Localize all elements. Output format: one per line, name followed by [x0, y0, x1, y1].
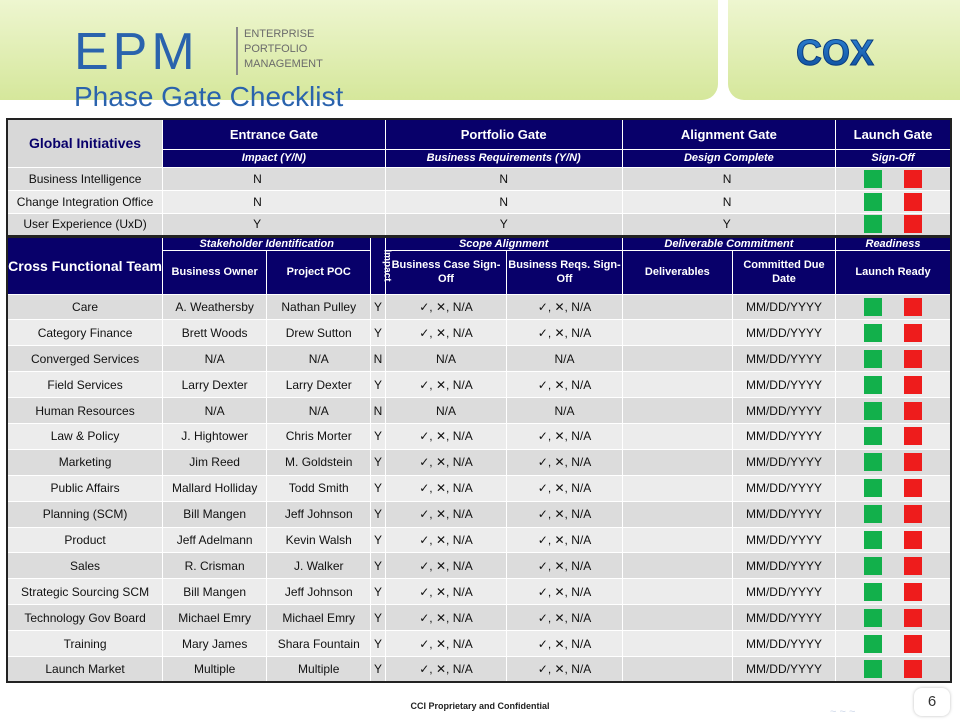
- impact-value: Y: [371, 631, 385, 657]
- col-launch-ready: Launch Ready: [836, 250, 951, 294]
- deliverables: [622, 553, 732, 579]
- deliverables: [622, 631, 732, 657]
- epm-logo-subtitle: [244, 27, 323, 72]
- business-reqs-status: ✓, ✕, N/A: [507, 656, 622, 682]
- impact-value: Y: [371, 320, 385, 346]
- go-square[interactable]: [864, 453, 882, 471]
- table-row: [7, 579, 951, 605]
- go-square[interactable]: [864, 324, 882, 342]
- project-poc: Michael Emry: [267, 605, 371, 631]
- committed-due-date: MM/DD/YYYY: [732, 605, 835, 631]
- logo-divider: [236, 27, 238, 75]
- stop-square[interactable]: [904, 324, 922, 342]
- alignment-value: N: [622, 190, 835, 213]
- project-poc: Shara Fountain: [267, 631, 371, 657]
- committed-due-date: MM/DD/YYYY: [732, 501, 835, 527]
- col-business-case-sign-off: Business Case Sign-Off: [385, 250, 507, 294]
- table-row: [7, 294, 951, 320]
- business-owner: N/A: [163, 346, 267, 372]
- launch-ready-cell: [836, 605, 951, 631]
- committed-due-date: MM/DD/YYYY: [732, 475, 835, 501]
- table-row: [7, 167, 951, 190]
- go-square[interactable]: [864, 635, 882, 653]
- business-reqs-status: ✓, ✕, N/A: [507, 579, 622, 605]
- stop-square[interactable]: [904, 635, 922, 653]
- go-square[interactable]: [864, 660, 882, 678]
- portfolio-value: N: [385, 190, 622, 213]
- footer-faint-mark: ~ ~ ~: [830, 706, 856, 718]
- initiative-name: Change Integration Office: [7, 190, 163, 213]
- business-owner: J. Hightower: [163, 423, 267, 449]
- business-case-status: ✓, ✕, N/A: [385, 605, 507, 631]
- table-row: [7, 449, 951, 475]
- committed-due-date: MM/DD/YYYY: [732, 346, 835, 372]
- table-row: [7, 631, 951, 657]
- table-row: [7, 320, 951, 346]
- committed-due-date: MM/DD/YYYY: [732, 320, 835, 346]
- team-name: Converged Services: [7, 346, 163, 372]
- project-poc: Nathan Pulley: [267, 294, 371, 320]
- team-name: Public Affairs: [7, 475, 163, 501]
- launch-ready-cell: [836, 501, 951, 527]
- page-number: 6: [914, 688, 950, 716]
- business-case-status: N/A: [385, 346, 507, 372]
- impact-value: Y: [371, 553, 385, 579]
- go-square[interactable]: [864, 531, 882, 549]
- table-row: [7, 501, 951, 527]
- launch-ready-cell: [836, 320, 951, 346]
- business-owner: Brett Woods: [163, 320, 267, 346]
- launch-ready-cell: [836, 656, 951, 682]
- business-owner: Multiple: [163, 656, 267, 682]
- go-square[interactable]: [864, 215, 882, 233]
- sign-off-cell: [836, 167, 951, 190]
- business-reqs-status: ✓, ✕, N/A: [507, 294, 622, 320]
- subheader-business-requirements: Business Requirements (Y/N): [385, 149, 622, 167]
- subheader-sign-off: Sign-Off: [836, 149, 951, 167]
- go-square[interactable]: [864, 376, 882, 394]
- stop-square[interactable]: [904, 505, 922, 523]
- subheader-design-complete: Design Complete: [622, 149, 835, 167]
- deliverables: [622, 449, 732, 475]
- stop-square[interactable]: [904, 557, 922, 575]
- deliverables: [622, 294, 732, 320]
- business-owner: Jim Reed: [163, 449, 267, 475]
- go-square[interactable]: [864, 170, 882, 188]
- project-poc: N/A: [267, 398, 371, 424]
- committed-due-date: MM/DD/YYYY: [732, 423, 835, 449]
- impact-value: Y: [371, 527, 385, 553]
- go-square[interactable]: [864, 402, 882, 420]
- impact-column-header: Impact: [371, 236, 385, 294]
- project-poc: Larry Dexter: [267, 372, 371, 398]
- group-deliverable-commitment: Deliverable Commitment: [622, 236, 835, 250]
- committed-due-date: MM/DD/YYYY: [732, 631, 835, 657]
- team-name: Law & Policy: [7, 423, 163, 449]
- deliverables: [622, 656, 732, 682]
- gate-header-launch: Launch Gate: [836, 119, 951, 149]
- business-case-status: ✓, ✕, N/A: [385, 527, 507, 553]
- portfolio-value: Y: [385, 213, 622, 236]
- stop-square[interactable]: [904, 660, 922, 678]
- impact-value: N: [371, 346, 385, 372]
- business-case-status: ✓, ✕, N/A: [385, 372, 507, 398]
- stop-square[interactable]: [904, 531, 922, 549]
- deliverables: [622, 605, 732, 631]
- business-owner: Bill Mangen: [163, 501, 267, 527]
- global-initiatives-header: Global Initiatives: [7, 119, 163, 167]
- impact-value: Y: [371, 501, 385, 527]
- table-row: [7, 346, 951, 372]
- team-name: Marketing: [7, 449, 163, 475]
- project-poc: M. Goldstein: [267, 449, 371, 475]
- business-reqs-status: ✓, ✕, N/A: [507, 631, 622, 657]
- team-name: Technology Gov Board: [7, 605, 163, 631]
- launch-ready-cell: [836, 398, 951, 424]
- committed-due-date: MM/DD/YYYY: [732, 372, 835, 398]
- stop-square[interactable]: [904, 479, 922, 497]
- business-owner: Michael Emry: [163, 605, 267, 631]
- launch-ready-cell: [836, 475, 951, 501]
- go-square[interactable]: [864, 298, 882, 316]
- business-owner: A. Weathersby: [163, 294, 267, 320]
- team-name: Training: [7, 631, 163, 657]
- launch-ready-cell: [836, 449, 951, 475]
- portfolio-value: N: [385, 167, 622, 190]
- deliverables: [622, 475, 732, 501]
- go-square[interactable]: [864, 505, 882, 523]
- go-square[interactable]: [864, 193, 882, 211]
- business-case-status: ✓, ✕, N/A: [385, 501, 507, 527]
- business-case-status: ✓, ✕, N/A: [385, 656, 507, 682]
- team-name: Field Services: [7, 372, 163, 398]
- table-row: [7, 656, 951, 682]
- launch-ready-cell: [836, 527, 951, 553]
- project-poc: Kevin Walsh: [267, 527, 371, 553]
- business-reqs-status: ✓, ✕, N/A: [507, 475, 622, 501]
- go-square[interactable]: [864, 609, 882, 627]
- project-poc: N/A: [267, 346, 371, 372]
- impact-value: Y: [371, 372, 385, 398]
- go-square[interactable]: [864, 479, 882, 497]
- business-reqs-status: ✓, ✕, N/A: [507, 527, 622, 553]
- business-owner: R. Crisman: [163, 553, 267, 579]
- impact-value: N: [371, 398, 385, 424]
- table-row: [7, 372, 951, 398]
- business-case-status: N/A: [385, 398, 507, 424]
- table-row: [7, 423, 951, 449]
- business-owner: Bill Mangen: [163, 579, 267, 605]
- epm-logo: EPM: [74, 23, 199, 81]
- deliverables: [622, 398, 732, 424]
- team-name: Strategic Sourcing SCM: [7, 579, 163, 605]
- deliverables: [622, 423, 732, 449]
- stop-square[interactable]: [904, 170, 922, 188]
- project-poc: Chris Morter: [267, 423, 371, 449]
- cox-logo-text: COX: [796, 32, 875, 73]
- business-case-status: ✓, ✕, N/A: [385, 553, 507, 579]
- initiative-name: Business Intelligence: [7, 167, 163, 190]
- committed-due-date: MM/DD/YYYY: [732, 656, 835, 682]
- page-title: Phase Gate Checklist: [74, 81, 344, 112]
- deliverables: [622, 372, 732, 398]
- col-business-reqs-sign-off: Business Reqs. Sign-Off: [507, 250, 622, 294]
- deliverables: [622, 501, 732, 527]
- committed-due-date: MM/DD/YYYY: [732, 398, 835, 424]
- table-row: [7, 190, 951, 213]
- subheader-impact: Impact (Y/N): [163, 149, 386, 167]
- business-owner: Mallard Holliday: [163, 475, 267, 501]
- deliverables: [622, 320, 732, 346]
- table-row: [7, 398, 951, 424]
- launch-ready-cell: [836, 346, 951, 372]
- group-scope-alignment: Scope Alignment: [385, 236, 622, 250]
- col-business-owner: Business Owner: [163, 250, 267, 294]
- impact-value: Y: [371, 605, 385, 631]
- business-case-status: ✓, ✕, N/A: [385, 475, 507, 501]
- launch-ready-cell: [836, 423, 951, 449]
- team-name: Care: [7, 294, 163, 320]
- stop-square[interactable]: [904, 427, 922, 445]
- business-reqs-status: ✓, ✕, N/A: [507, 449, 622, 475]
- business-reqs-status: N/A: [507, 398, 622, 424]
- sign-off-cell: [836, 190, 951, 213]
- stop-square[interactable]: [904, 215, 922, 233]
- business-case-status: ✓, ✕, N/A: [385, 320, 507, 346]
- col-project-poc: Project POC: [267, 250, 371, 294]
- logo-sub-line: ENTERPRISE: [244, 28, 315, 40]
- alignment-value: N: [622, 167, 835, 190]
- footer-confidential: CCI Proprietary and Confidential: [410, 701, 550, 711]
- team-name: Category Finance: [7, 320, 163, 346]
- impact-value: Y: [371, 294, 385, 320]
- impact-value: Y: [371, 423, 385, 449]
- business-reqs-status: ✓, ✕, N/A: [507, 320, 622, 346]
- go-square[interactable]: [864, 350, 882, 368]
- cross-functional-header: Cross Functional Team: [7, 236, 163, 294]
- business-case-status: ✓, ✕, N/A: [385, 423, 507, 449]
- project-poc: Todd Smith: [267, 475, 371, 501]
- stop-square[interactable]: [904, 609, 922, 627]
- logo-sub-line: PORTFOLIO: [244, 43, 308, 55]
- initiative-name: User Experience (UxD): [7, 213, 163, 236]
- group-readiness: Readiness: [836, 236, 951, 250]
- col-deliverables: Deliverables: [622, 250, 732, 294]
- business-case-status: ✓, ✕, N/A: [385, 579, 507, 605]
- entrance-value: N: [163, 190, 386, 213]
- project-poc: Drew Sutton: [267, 320, 371, 346]
- team-name: Launch Market: [7, 656, 163, 682]
- committed-due-date: MM/DD/YYYY: [732, 449, 835, 475]
- team-name: Planning (SCM): [7, 501, 163, 527]
- business-owner: Mary James: [163, 631, 267, 657]
- business-owner: Jeff Adelmann: [163, 527, 267, 553]
- gate-header-portfolio: Portfolio Gate: [385, 119, 622, 149]
- team-name: Human Resources: [7, 398, 163, 424]
- stop-square[interactable]: [904, 193, 922, 211]
- deliverables: [622, 527, 732, 553]
- stop-square[interactable]: [904, 402, 922, 420]
- deliverables: [622, 579, 732, 605]
- table-row: [7, 553, 951, 579]
- project-poc: Jeff Johnson: [267, 579, 371, 605]
- stop-square[interactable]: [904, 376, 922, 394]
- impact-value: Y: [371, 475, 385, 501]
- launch-ready-cell: [836, 553, 951, 579]
- project-poc: Multiple: [267, 656, 371, 682]
- business-case-status: ✓, ✕, N/A: [385, 631, 507, 657]
- business-reqs-status: N/A: [507, 346, 622, 372]
- project-poc: Jeff Johnson: [267, 501, 371, 527]
- stop-square[interactable]: [904, 583, 922, 601]
- business-owner: N/A: [163, 398, 267, 424]
- col-committed-due-date: Committed Due Date: [732, 250, 835, 294]
- cox-logo: [794, 32, 898, 72]
- business-reqs-status: ✓, ✕, N/A: [507, 372, 622, 398]
- committed-due-date: MM/DD/YYYY: [732, 579, 835, 605]
- business-case-status: ✓, ✕, N/A: [385, 294, 507, 320]
- impact-value: Y: [371, 656, 385, 682]
- launch-ready-cell: [836, 579, 951, 605]
- committed-due-date: MM/DD/YYYY: [732, 527, 835, 553]
- launch-ready-cell: [836, 372, 951, 398]
- table-row: [7, 213, 951, 236]
- committed-due-date: MM/DD/YYYY: [732, 553, 835, 579]
- table-row: [7, 527, 951, 553]
- stop-square[interactable]: [904, 350, 922, 368]
- entrance-value: N: [163, 167, 386, 190]
- entrance-value: Y: [163, 213, 386, 236]
- business-reqs-status: ✓, ✕, N/A: [507, 501, 622, 527]
- project-poc: J. Walker: [267, 553, 371, 579]
- stop-square[interactable]: [904, 298, 922, 316]
- business-reqs-status: ✓, ✕, N/A: [507, 423, 622, 449]
- alignment-value: Y: [622, 213, 835, 236]
- impact-value: Y: [371, 579, 385, 605]
- gate-header-alignment: Alignment Gate: [622, 119, 835, 149]
- gate-header-entrance: Entrance Gate: [163, 119, 386, 149]
- group-stakeholder-identification: Stakeholder Identification: [163, 236, 371, 250]
- business-case-status: ✓, ✕, N/A: [385, 449, 507, 475]
- go-square[interactable]: [864, 557, 882, 575]
- business-owner: Larry Dexter: [163, 372, 267, 398]
- logo-sub-line: MANAGEMENT: [244, 58, 323, 70]
- phase-gate-table: [6, 118, 952, 683]
- launch-ready-cell: [836, 294, 951, 320]
- team-name: Product: [7, 527, 163, 553]
- table-row: [7, 475, 951, 501]
- deliverables: [622, 346, 732, 372]
- committed-due-date: MM/DD/YYYY: [732, 294, 835, 320]
- sign-off-cell: [836, 213, 951, 236]
- impact-value: Y: [371, 449, 385, 475]
- team-name: Sales: [7, 553, 163, 579]
- stop-square[interactable]: [904, 453, 922, 471]
- launch-ready-cell: [836, 631, 951, 657]
- table-row: [7, 605, 951, 631]
- go-square[interactable]: [864, 427, 882, 445]
- business-reqs-status: ✓, ✕, N/A: [507, 553, 622, 579]
- go-square[interactable]: [864, 583, 882, 601]
- business-reqs-status: ✓, ✕, N/A: [507, 605, 622, 631]
